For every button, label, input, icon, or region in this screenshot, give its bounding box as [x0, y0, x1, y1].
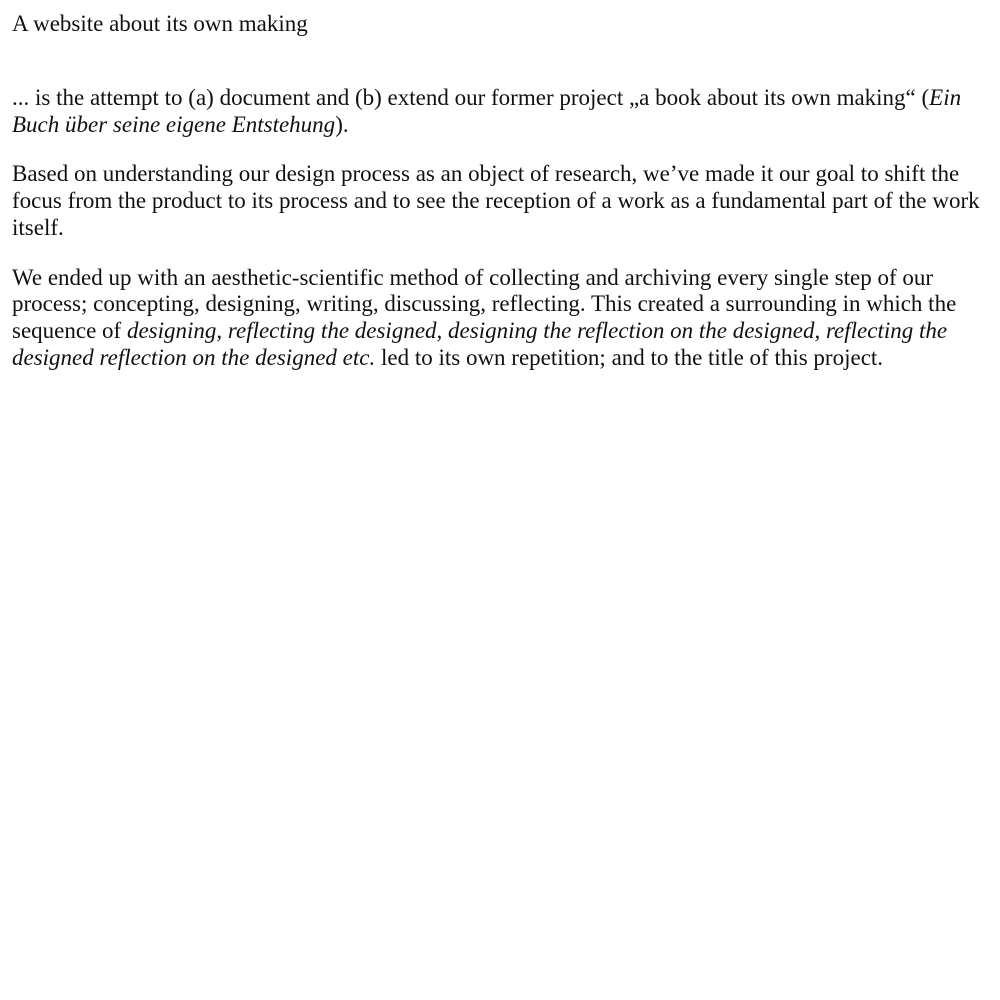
book-title: Ein Buch über seine eigene Entstehung	[12, 85, 962, 137]
intro-paragraph	[12, 85, 988, 138]
method-paragraph	[12, 265, 988, 372]
focus-paragraph: Based on understanding our design process as an object of research, we’ve made it our goal to shift the focus from the product to its process and to see the reception of a work as a fundamental part of the work itself.	[12, 161, 980, 240]
intro-text: ... is the attempt to (a) document and (b) extend our former project „a book about its own making“ (	[12, 85, 930, 110]
page-title: A website about its own making	[12, 11, 308, 36]
method-text: We ended up with an aesthetic-scientific method of collecting and archiving every single step of our process; concepting, designing, writing, discussing, reflecting. This created a surrounding in which the sequence of	[12, 264, 957, 343]
intro-text-end: ).	[335, 111, 349, 137]
method-text-end: led to its own repetition; and to the title of this project.	[375, 344, 884, 370]
design-sequence: designing, reflecting the designed, designing the reflection on the designed, reflecting the designed reflection on the designed etc.	[12, 317, 948, 370]
